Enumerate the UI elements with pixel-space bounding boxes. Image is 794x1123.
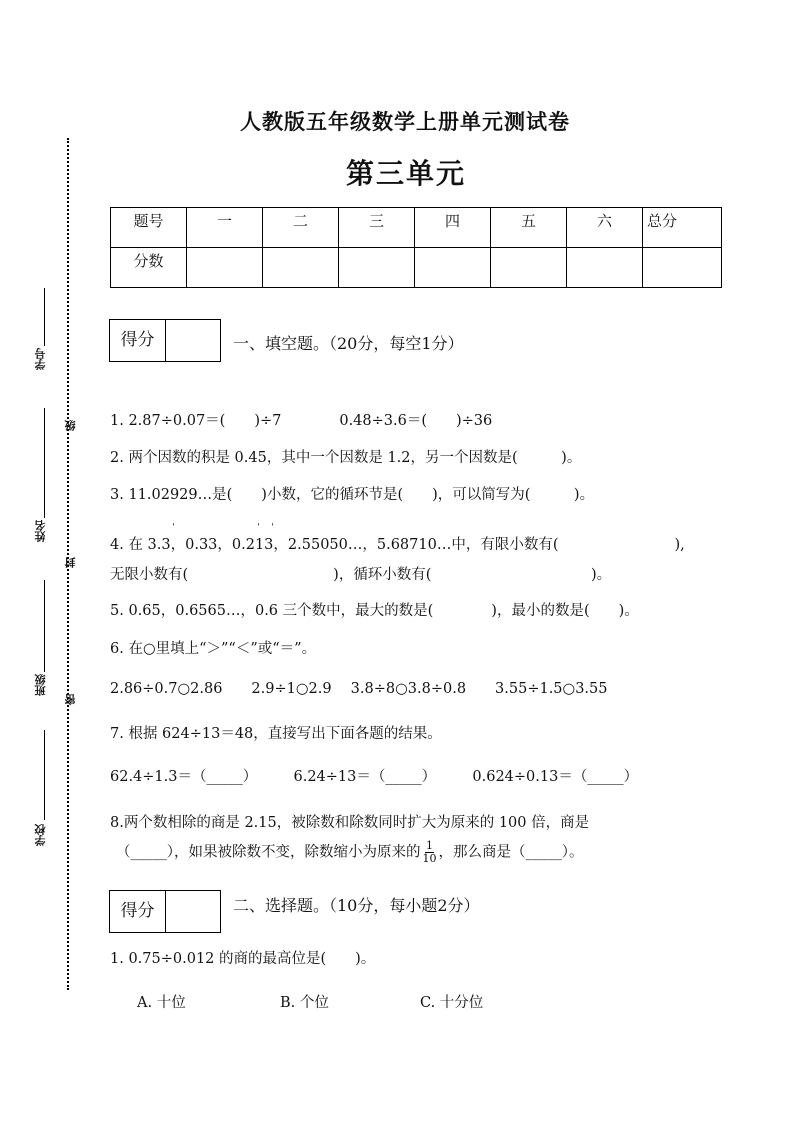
school-label: 学校 (34, 824, 47, 846)
table-cell-score[interactable] (187, 248, 263, 288)
school-line[interactable] (44, 730, 45, 820)
question-8-line1: 8.两个数相除的商是 2.15，被除数和除数同时扩大为原来的 100 倍，商是 (110, 815, 590, 831)
question-4-line1: 4. 在 3.3，0.33，0.213，2.55050…，5.68710…中，有限小数有( ), (110, 537, 685, 553)
class-line[interactable] (44, 580, 45, 672)
class-small-char: 级 (64, 420, 77, 431)
question-1: 1. 2.87÷0.07＝( )÷7 0.48÷3.6＝( )÷36 (110, 413, 493, 429)
table-cell-label: 分数 (111, 248, 187, 288)
name-line[interactable] (44, 408, 45, 518)
question-3: 3. 11.02929…是( )小数，它的循环节是( )，可以简写为( )。 (110, 487, 595, 503)
question-7-items: 62.4÷1.3＝（_____） 6.24÷13＝（_____） 0.624÷0.13＝（_____） (110, 769, 639, 785)
student-id-line[interactable] (44, 288, 45, 346)
table-cell-header: 三 (339, 208, 415, 248)
table-cell-score[interactable] (567, 248, 643, 288)
score-box-input[interactable] (166, 320, 220, 361)
seal-line-char: 密 (64, 694, 77, 705)
table-cell-score[interactable] (339, 248, 415, 288)
table-cell-header: 总分 (643, 208, 722, 248)
section1-heading: 一、填空题。（20分，每空1分） (233, 334, 464, 353)
table-cell-header: 四 (415, 208, 491, 248)
question-2: 2. 两个因数的积是 0.45，其中一个因数是 1.2，另一个因数是( )。 (110, 450, 582, 466)
table-cell-header: 二 (263, 208, 339, 248)
score-box-input[interactable] (166, 891, 220, 932)
seal-char: 封 (64, 557, 77, 568)
question-8-line2 (116, 840, 584, 865)
repeating-dot-mark: ˈ (257, 523, 260, 534)
question-8-part-a: （_____），如果被除数不变，除数缩小为原来的 (116, 844, 421, 861)
question-4-line2: 无限小数有( )，循环小数有( )。 (110, 567, 612, 583)
student-id-label: 学号 (34, 348, 47, 370)
fraction-numerator: 1 (426, 839, 433, 852)
score-box-label: 得分 (110, 320, 166, 361)
unit-title: 第三单元 (345, 157, 466, 190)
table-cell-header: 六 (567, 208, 643, 248)
table-cell-score[interactable] (415, 248, 491, 288)
question-5: 5. 0.65，0.6565…，0.6 三个数中，最大的数是( )，最小的数是( )。 (110, 603, 639, 619)
section2-score-box (109, 890, 221, 933)
score-table (110, 207, 722, 288)
question-8-part-b: ，那么商是（_____）。 (438, 844, 584, 861)
option-c[interactable]: C. 十分位 (420, 995, 484, 1011)
question-6-items: 2.86÷0.7○2.86 2.9÷1○2.9 3.8÷8○3.8÷0.8 3.55÷1.5○3.55 (110, 681, 608, 697)
question-7: 7. 根据 624÷13＝48，直接写出下面各题的结果。 (110, 726, 442, 742)
score-box-label: 得分 (110, 891, 166, 932)
exam-title: 人教版五年级数学上册单元测试卷 (240, 109, 570, 134)
option-a[interactable]: A. 十位 (137, 995, 186, 1011)
table-row (111, 208, 722, 248)
table-cell-header: 一 (187, 208, 263, 248)
section2-heading: 二、选择题。（10分，每小题2分） (233, 896, 480, 915)
table-cell-score[interactable] (263, 248, 339, 288)
repeating-dot-mark: ˈ (271, 523, 274, 534)
name-label: 姓名 (34, 520, 47, 542)
choice-question-1: 1. 0.75÷0.012 的商的最高位是( )。 (110, 951, 376, 967)
class-label: 班级 (34, 674, 47, 696)
fraction-denominator: 10 (422, 852, 437, 865)
section1-score-box (109, 319, 221, 362)
table-cell-score[interactable] (643, 248, 722, 288)
table-cell-label: 题号 (111, 208, 187, 248)
table-cell-score[interactable] (491, 248, 567, 288)
question-6: 6. 在○里填上“＞”“＜”或“＝”。 (110, 641, 317, 657)
fraction (423, 840, 437, 865)
table-row (111, 248, 722, 288)
repeating-dot-mark: ˈ (172, 523, 175, 534)
table-cell-header: 五 (491, 208, 567, 248)
option-b[interactable]: B. 个位 (280, 995, 329, 1011)
